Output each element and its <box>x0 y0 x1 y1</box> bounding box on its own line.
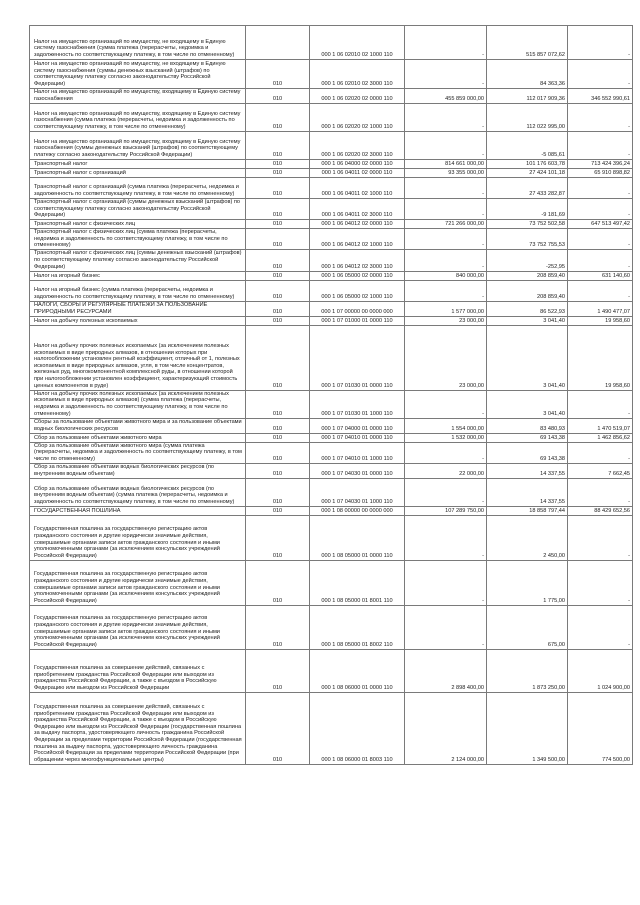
row-line-code: 010 <box>246 160 310 169</box>
row-budget-classification-code: 000 1 06 04011 02 0000 110 <box>310 169 405 178</box>
table-row <box>30 605 633 649</box>
row-line-code: 010 <box>246 316 310 325</box>
table-body <box>30 26 633 765</box>
row-name: Государственная пошлина за государственную регистрацию актов гражданского состояния и другие юридически значимые действия, совершаемые органами записи актов гражданского состояния и иными уполномоченными органами (за исключением консульских учреждений Российской Федерации) <box>30 605 246 649</box>
row-budget-classification-code: 000 1 06 05000 02 1000 110 <box>310 280 405 301</box>
row-budget-classification-code: 000 1 08 06000 01 0000 110 <box>310 649 405 692</box>
row-unexecuted-amount: - <box>568 104 633 132</box>
row-name: Сбор за пользование объектами водных биологических ресурсов (по внутренним водным объектам) (сумма платежа (перерасчеты, недоимка и задолженность по соответствующему платежу, в том числе по отмененному) <box>30 478 246 506</box>
row-line-code: 010 <box>246 605 310 649</box>
row-line-code: 010 <box>246 178 310 199</box>
row-name: Транспортный налог с организаций <box>30 169 246 178</box>
row-approved-amount: 22 000,00 <box>405 463 487 478</box>
row-unexecuted-amount: - <box>568 199 633 220</box>
table-row <box>30 160 633 169</box>
row-name: Транспортный налог <box>30 160 246 169</box>
table-row <box>30 478 633 506</box>
row-approved-amount: - <box>405 560 487 605</box>
row-budget-classification-code: 000 1 08 05000 01 8001 110 <box>310 560 405 605</box>
row-line-code: 010 <box>246 60 310 89</box>
table-row <box>30 325 633 390</box>
table-row <box>30 178 633 199</box>
row-line-code: 010 <box>246 169 310 178</box>
row-line-code: 010 <box>246 89 310 104</box>
row-unexecuted-amount: - <box>568 132 633 160</box>
row-name: Налог на имущество организаций по имуществу, входящему в Единую систему газоснабжения (сумма платежа (перерасчеты, недоимка и задолженность по соответствующему платежу, в том числе по отмененному) <box>30 104 246 132</box>
row-approved-amount: - <box>405 605 487 649</box>
row-name: Государственная пошлина за государственную регистрацию актов гражданского состояния и другие юридически значимые действия, совершаемые органами записи актов гражданского состояния и иными уполномоченными органами (за исключением консульских учреждений Российской Федерации) <box>30 515 246 560</box>
row-unexecuted-amount: 88 429 652,56 <box>568 506 633 515</box>
row-line-code: 010 <box>246 132 310 160</box>
table-row <box>30 506 633 515</box>
row-line-code: 010 <box>246 506 310 515</box>
row-line-code: 010 <box>246 250 310 271</box>
row-executed-amount: 73 752 755,53 <box>487 229 568 250</box>
table-row <box>30 229 633 250</box>
row-approved-amount: 814 661 000,00 <box>405 160 487 169</box>
row-budget-classification-code: 000 1 07 01030 01 1000 110 <box>310 390 405 418</box>
table-row <box>30 433 633 442</box>
table-row <box>30 132 633 160</box>
row-approved-amount: 23 000,00 <box>405 325 487 390</box>
table-row <box>30 280 633 301</box>
row-name: Транспортный налог с физических лиц (суммы денежных взысканий (штрафов) по соответствующему платежу согласно законодательству Российской Федерации) <box>30 250 246 271</box>
row-approved-amount: 1 577 000,00 <box>405 301 487 316</box>
row-approved-amount: - <box>405 390 487 418</box>
row-unexecuted-amount: 631 140,60 <box>568 271 633 280</box>
row-approved-amount: - <box>405 250 487 271</box>
row-line-code: 010 <box>246 515 310 560</box>
row-unexecuted-amount: 7 662,45 <box>568 463 633 478</box>
row-line-code: 010 <box>246 280 310 301</box>
row-name: Государственная пошлина за совершение действий, связанных с приобретением гражданства Российской Федерации или выходом из гражданства Российской Федерации, а также с въездом в Российскую Федерацию или выездом из Российской Федерации <box>30 649 246 692</box>
row-executed-amount: 18 858 797,44 <box>487 506 568 515</box>
row-budget-classification-code: 000 1 06 02020 02 0000 110 <box>310 89 405 104</box>
row-executed-amount: 86 522,93 <box>487 301 568 316</box>
row-name: Налог на добычу прочих полезных ископаемых (за исключением полезных ископаемых в виде природных алмазов) (сумма платежа (перерасчеты, недоимка и задолженность по соответствующему платежу, в том числе по отмененному) <box>30 390 246 418</box>
row-approved-amount: 1 554 000,00 <box>405 418 487 433</box>
table-row <box>30 60 633 89</box>
row-approved-amount: - <box>405 104 487 132</box>
row-approved-amount: 721 266 000,00 <box>405 220 487 229</box>
table-row <box>30 301 633 316</box>
row-executed-amount: 69 143,38 <box>487 433 568 442</box>
row-unexecuted-amount: - <box>568 26 633 60</box>
row-name: Государственная пошлина за государственную регистрацию актов гражданского состояния и другие юридически значимые действия, совершаемые органами записи актов гражданского состояния и иными уполномоченными органами (за исключением консульских учреждений Российской Федерации) <box>30 560 246 605</box>
row-line-code: 010 <box>246 433 310 442</box>
row-unexecuted-amount: - <box>568 515 633 560</box>
row-executed-amount: 1 873 250,00 <box>487 649 568 692</box>
row-budget-classification-code: 000 1 06 04012 02 0000 110 <box>310 220 405 229</box>
row-unexecuted-amount: - <box>568 178 633 199</box>
row-approved-amount: - <box>405 442 487 463</box>
row-name: Транспортный налог с физических лиц (сумма платежа (перерасчеты, недоимка и задолженность по соответствующему платежу, в том числе по отмененному) <box>30 229 246 250</box>
row-budget-classification-code: 000 1 06 04011 02 1000 110 <box>310 178 405 199</box>
row-executed-amount: 208 859,40 <box>487 280 568 301</box>
row-name: Налог на имущество организаций по имуществу, не входящему в Единую систему газоснабжения (сумма платежа (перерасчеты, недоимка и задолженность по соответствующему платежу, в том числе по отмененному) <box>30 26 246 60</box>
row-executed-amount: 27 424 101,18 <box>487 169 568 178</box>
row-line-code: 010 <box>246 104 310 132</box>
row-approved-amount: - <box>405 280 487 301</box>
row-executed-amount: -5 085,61 <box>487 132 568 160</box>
row-name: Налог на имущество организаций по имуществу, входящему в Единую систему газоснабжения <box>30 89 246 104</box>
row-unexecuted-amount: 1 024 900,00 <box>568 649 633 692</box>
row-budget-classification-code: 000 1 06 02020 02 3000 110 <box>310 132 405 160</box>
row-name: Сбор за пользование объектами животного мира <box>30 433 246 442</box>
row-name: Транспортный налог с организаций (суммы денежных взысканий (штрафов) по соответствующему платежу согласно законодательству Российской Федерации) <box>30 199 246 220</box>
row-line-code: 010 <box>246 220 310 229</box>
row-unexecuted-amount: - <box>568 478 633 506</box>
row-line-code: 010 <box>246 560 310 605</box>
row-budget-classification-code: 000 1 07 00000 00 0000 000 <box>310 301 405 316</box>
row-budget-classification-code: 000 1 08 05000 01 8002 110 <box>310 605 405 649</box>
row-unexecuted-amount: - <box>568 560 633 605</box>
row-executed-amount: 208 859,40 <box>487 271 568 280</box>
table-row <box>30 390 633 418</box>
row-line-code: 010 <box>246 229 310 250</box>
row-approved-amount: - <box>405 515 487 560</box>
row-approved-amount: 1 532 000,00 <box>405 433 487 442</box>
table-row <box>30 418 633 433</box>
row-approved-amount: - <box>405 229 487 250</box>
row-budget-classification-code: 000 1 07 01000 01 0000 110 <box>310 316 405 325</box>
row-executed-amount: 101 176 603,78 <box>487 160 568 169</box>
row-name: Транспортный налог с организаций (сумма платежа (перерасчеты, недоимка и задолженность по соответствующему платежу, в том числе по отмененному) <box>30 178 246 199</box>
row-budget-classification-code: 000 1 06 04000 02 0000 110 <box>310 160 405 169</box>
row-line-code: 010 <box>246 418 310 433</box>
table-row <box>30 169 633 178</box>
row-name: Сбор за пользование объектами водных биологических ресурсов (по внутренним водным объектам) <box>30 463 246 478</box>
row-budget-classification-code: 000 1 06 02010 02 3000 110 <box>310 60 405 89</box>
row-approved-amount: - <box>405 60 487 89</box>
row-unexecuted-amount: 1 490 477,07 <box>568 301 633 316</box>
row-executed-amount: -9 181,69 <box>487 199 568 220</box>
row-name: Налог на добычу полезных ископаемых <box>30 316 246 325</box>
row-executed-amount: -252,95 <box>487 250 568 271</box>
row-budget-classification-code: 000 1 07 04030 01 1000 110 <box>310 478 405 506</box>
row-executed-amount: 3 041,40 <box>487 316 568 325</box>
row-executed-amount: 3 041,40 <box>487 390 568 418</box>
row-budget-classification-code: 000 1 08 06000 01 8003 110 <box>310 692 405 764</box>
row-budget-classification-code: 000 1 08 00000 00 0000 000 <box>310 506 405 515</box>
row-budget-classification-code: 000 1 07 04000 01 0000 110 <box>310 418 405 433</box>
report-page <box>29 25 632 765</box>
row-approved-amount: 2 124 000,00 <box>405 692 487 764</box>
row-name: Государственная пошлина за совершение действий, связанных с приобретением гражданства Российской Федерации или выходом из гражданства Российской Федерации, а также с въездом в Российскую Федерацию или выездом из Российской Федерации (государственная пошлина за выдачу паспорта, удостоверяющего личность гражданина Российской Федерации за пределами территории Российской Федерации (государственная пошлина за выдачу паспорта, удостоверяющего личность гражданина Российской Федерации за пределами территории Российской Федерации (при обращении через многофункциональные центры) <box>30 692 246 764</box>
row-budget-classification-code: 000 1 06 04011 02 3000 110 <box>310 199 405 220</box>
row-executed-amount: 83 480,93 <box>487 418 568 433</box>
row-approved-amount: 107 289 750,00 <box>405 506 487 515</box>
row-line-code: 010 <box>246 271 310 280</box>
row-line-code: 010 <box>246 478 310 506</box>
table-row <box>30 649 633 692</box>
row-line-code: 010 <box>246 692 310 764</box>
table-row <box>30 26 633 60</box>
row-budget-classification-code: 000 1 06 04012 02 1000 110 <box>310 229 405 250</box>
row-approved-amount: 23 000,00 <box>405 316 487 325</box>
row-unexecuted-amount: 713 424 396,24 <box>568 160 633 169</box>
table-row <box>30 442 633 463</box>
row-executed-amount: 73 752 502,58 <box>487 220 568 229</box>
table-row <box>30 692 633 764</box>
row-executed-amount: 112 017 909,36 <box>487 89 568 104</box>
row-name: ГОСУДАРСТВЕННАЯ ПОШЛИНА <box>30 506 246 515</box>
row-unexecuted-amount: - <box>568 229 633 250</box>
row-executed-amount: 1 349 500,00 <box>487 692 568 764</box>
row-line-code: 010 <box>246 463 310 478</box>
row-approved-amount: - <box>405 478 487 506</box>
row-budget-classification-code: 000 1 06 04012 02 3000 110 <box>310 250 405 271</box>
row-line-code: 010 <box>246 301 310 316</box>
row-budget-classification-code: 000 1 06 02020 02 1000 110 <box>310 104 405 132</box>
table-row <box>30 250 633 271</box>
row-name: Сборы за пользование объектами животного мира и за пользование объектами водных биологических ресурсов <box>30 418 246 433</box>
row-name: Налог на игорный бизнес (сумма платежа (перерасчеты, недоимка и задолженность по соответствующему платежу, в том числе по отмененному) <box>30 280 246 301</box>
row-name: Налог на имущество организаций по имуществу, не входящему в Единую систему газоснабжения (суммы денежных взысканий (штрафов) по соответствующему платежу согласно законодательству Российской Федерации) <box>30 60 246 89</box>
row-name: Сбор за пользование объектами животного мира (сумма платежа (перерасчеты, недоимка и задолженность по соответствующему платежу, в том числе по отмененному) <box>30 442 246 463</box>
table-row <box>30 560 633 605</box>
row-unexecuted-amount: 1 470 519,07 <box>568 418 633 433</box>
row-budget-classification-code: 000 1 06 02010 02 1000 110 <box>310 26 405 60</box>
row-budget-classification-code: 000 1 07 04010 01 0000 110 <box>310 433 405 442</box>
row-budget-classification-code: 000 1 06 05000 02 0000 110 <box>310 271 405 280</box>
row-name: Налог на имущество организаций по имуществу, входящему в Единую систему газоснабжения (суммы денежных взысканий (штрафов) по соответствующему платежу согласно законодательству Российской Федерации) <box>30 132 246 160</box>
row-name: Налог на добычу прочих полезных ископаемых (за исключением полезных ископаемых в виде природных алмазов, в отношении которых при налогообложении установлен рентный коэффициент, отличный от 1, полезных ископаемых в виде природных алмазов, угля, в том числе концентратов, железных руд, многокомпонентной комплексной руды, в отношении которой при налогообложении установлен коэффициент, характеризующий стоимость ценных компонентов в руде) <box>30 325 246 390</box>
row-executed-amount: 2 450,00 <box>487 515 568 560</box>
row-approved-amount: 93 355 000,00 <box>405 169 487 178</box>
row-executed-amount: 69 143,38 <box>487 442 568 463</box>
row-line-code: 010 <box>246 442 310 463</box>
row-name: Налог на игорный бизнес <box>30 271 246 280</box>
row-approved-amount: - <box>405 199 487 220</box>
row-budget-classification-code: 000 1 08 05000 01 0000 110 <box>310 515 405 560</box>
row-unexecuted-amount: 774 500,00 <box>568 692 633 764</box>
row-executed-amount: 515 857 072,62 <box>487 26 568 60</box>
row-unexecuted-amount: - <box>568 280 633 301</box>
row-line-code: 010 <box>246 649 310 692</box>
row-name: Транспортный налог с физических лиц <box>30 220 246 229</box>
row-executed-amount: 3 041,40 <box>487 325 568 390</box>
row-budget-classification-code: 000 1 07 01030 01 0000 110 <box>310 325 405 390</box>
table-row <box>30 199 633 220</box>
row-executed-amount: 112 022 995,00 <box>487 104 568 132</box>
row-executed-amount: 27 433 282,87 <box>487 178 568 199</box>
row-unexecuted-amount: 65 910 898,82 <box>568 169 633 178</box>
row-name: НАЛОГИ, СБОРЫ И РЕГУЛЯРНЫЕ ПЛАТЕЖИ ЗА ПОЛЬЗОВАНИЕ ПРИРОДНЫМИ РЕСУРСАМИ <box>30 301 246 316</box>
row-unexecuted-amount: 19 958,60 <box>568 316 633 325</box>
table-row <box>30 463 633 478</box>
row-executed-amount: 84 363,36 <box>487 60 568 89</box>
table-row <box>30 271 633 280</box>
row-unexecuted-amount: 647 513 497,42 <box>568 220 633 229</box>
row-unexecuted-amount: - <box>568 250 633 271</box>
row-approved-amount: 2 898 400,00 <box>405 649 487 692</box>
row-executed-amount: 675,00 <box>487 605 568 649</box>
row-unexecuted-amount: - <box>568 390 633 418</box>
row-executed-amount: 1 775,00 <box>487 560 568 605</box>
row-unexecuted-amount: 19 958,60 <box>568 325 633 390</box>
row-budget-classification-code: 000 1 07 04010 01 1000 110 <box>310 442 405 463</box>
row-unexecuted-amount: - <box>568 442 633 463</box>
table-row <box>30 104 633 132</box>
row-approved-amount: 455 859 000,00 <box>405 89 487 104</box>
row-unexecuted-amount: 1 462 856,62 <box>568 433 633 442</box>
table-row <box>30 515 633 560</box>
row-unexecuted-amount: 346 552 990,61 <box>568 89 633 104</box>
row-unexecuted-amount: - <box>568 60 633 89</box>
row-executed-amount: 14 337,55 <box>487 478 568 506</box>
table-row <box>30 220 633 229</box>
row-executed-amount: 14 337,55 <box>487 463 568 478</box>
row-line-code: 010 <box>246 390 310 418</box>
row-budget-classification-code: 000 1 07 04030 01 0000 110 <box>310 463 405 478</box>
row-approved-amount: - <box>405 132 487 160</box>
row-line-code: 010 <box>246 199 310 220</box>
row-approved-amount: - <box>405 26 487 60</box>
row-approved-amount: 840 000,00 <box>405 271 487 280</box>
budget-execution-table <box>29 25 633 765</box>
row-unexecuted-amount: - <box>568 605 633 649</box>
table-row <box>30 89 633 104</box>
row-line-code: 010 <box>246 325 310 390</box>
table-row <box>30 316 633 325</box>
row-approved-amount: - <box>405 178 487 199</box>
row-line-code <box>246 26 310 60</box>
